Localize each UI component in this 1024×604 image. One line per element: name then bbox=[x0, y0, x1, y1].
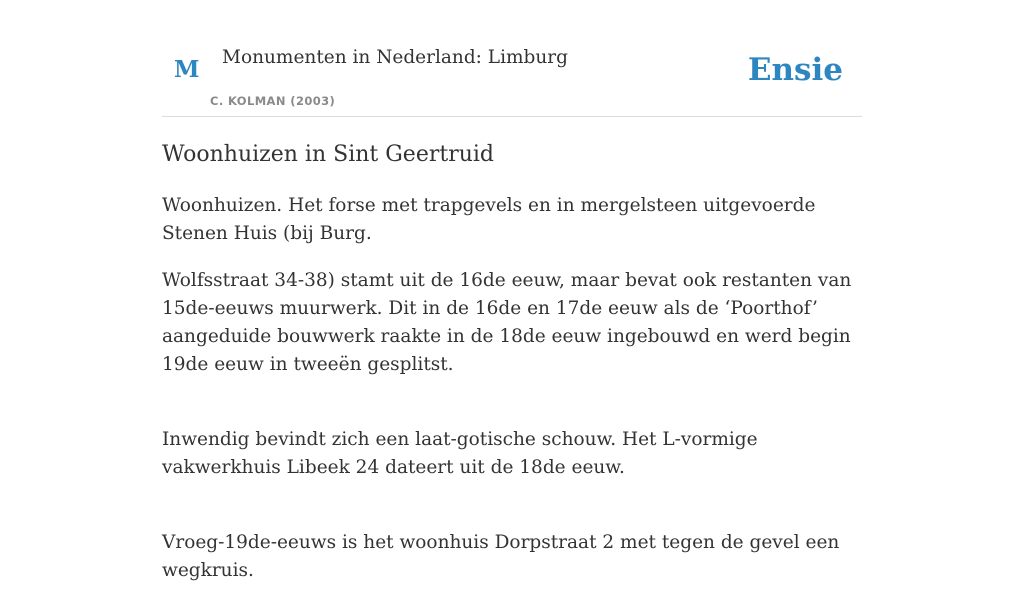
source-header bbox=[162, 0, 862, 117]
source-title-link[interactable]: Monumenten in Nederland: Limburg bbox=[222, 47, 568, 68]
article-paragraph: Woonhuizen. Het forse met trapgevels en in mergelsteen uitgevoerde Stenen Huis (bij Burg. bbox=[162, 195, 816, 244]
source-logo[interactable]: M bbox=[174, 56, 200, 83]
article-title: Woonhuizen in Sint Geertruid bbox=[162, 142, 495, 167]
ensie-logo-link[interactable]: Ensie bbox=[747, 52, 843, 88]
line-break bbox=[162, 501, 862, 529]
article-paragraph: Inwendig bevindt zich een laat-gotische schouw. Het L-vormige vakwerkhuis Libeek 24 dateert uit de 18de eeuw. bbox=[162, 429, 758, 478]
line-break bbox=[162, 398, 862, 426]
source-author: C. KOLMAN (2003) bbox=[210, 94, 336, 108]
article-paragraph: Vroeg-19de-eeuws is het woonhuis Dorpstraat 2 met tegen de gevel een wegkruis. bbox=[162, 532, 840, 581]
article-paragraph: Wolfsstraat 34-38) stamt uit de 16de eeuw, maar bevat ook restanten van 15de-eeuws muurwerk. Dit in de 16de en 17de eeuw als de ‘Poorthof’ aangeduide bouwwerk raakte in de 18de eeuw ingebouwd en werd begin 19de eeuw in tweeën gesplitst. bbox=[162, 270, 852, 375]
article-body bbox=[162, 192, 862, 604]
